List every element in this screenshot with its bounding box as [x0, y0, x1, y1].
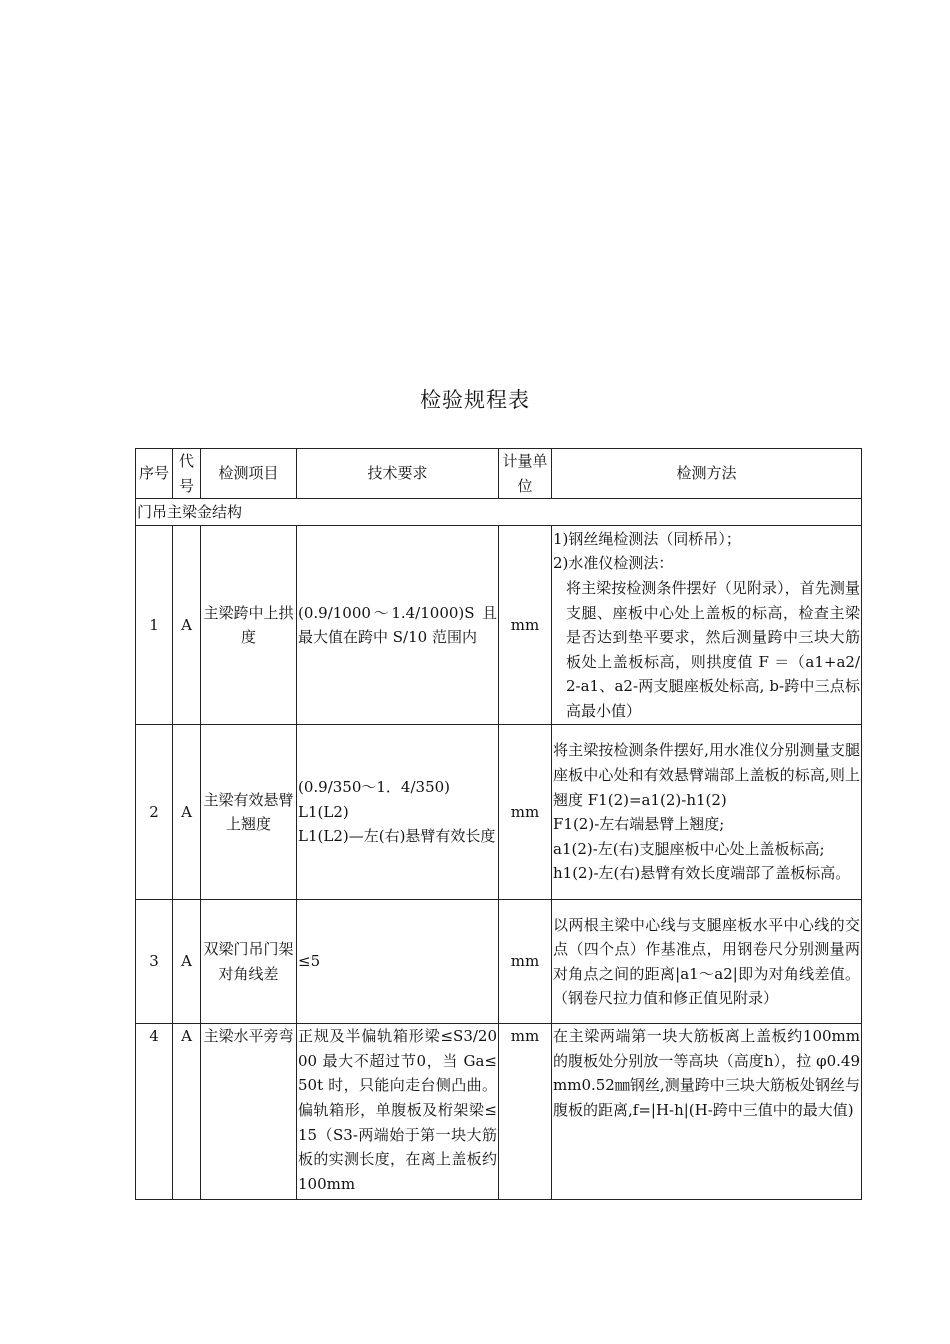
row-method — [552, 1024, 862, 1200]
table-row — [136, 725, 862, 900]
row-seq: 3 — [136, 900, 173, 1024]
method-line: 将主梁按检测条件摆好,用水准仪分别测量支腿座板中心处和有效悬臂端部上盖板的标高,则上翘度 F1(2)=a1(2)-h1(2) — [553, 741, 860, 809]
table-row — [136, 1024, 862, 1200]
row-code: A — [173, 1024, 201, 1200]
row-unit: mm — [499, 526, 552, 725]
header-code: 代号 — [173, 449, 201, 499]
table-row — [136, 526, 862, 725]
method-line: 以两根主梁中心线与支腿座板水平中心线的交点（四个点）作基准点，用钢卷尺分别测量两对角点之间的距离|a1～a2|即为对角线差值。（钢卷尺拉力值和修正值见附录） — [553, 915, 860, 1008]
header-seq: 序号 — [136, 449, 173, 499]
requirement-line: L1(L2) — [298, 802, 349, 821]
section-row — [136, 499, 862, 526]
row-method — [552, 900, 862, 1024]
method-line: 1)钢丝绳检测法（同桥吊）； — [553, 529, 741, 548]
page-title: 检验规程表 — [420, 388, 530, 412]
row-unit: mm — [499, 900, 552, 1024]
table-row — [136, 900, 862, 1024]
requirement-line: (0.9/350～1．4/350) — [298, 778, 451, 797]
row-item: 双梁门吊门架对角线差 — [201, 900, 297, 1024]
row-requirement — [297, 725, 499, 900]
method-line: 在主梁两端第一块大筋板离上盖板约100mm 的腹板处分别放一等高块（高度h），拉 φ0.49mm0.52㎜钢丝,测量跨中三块大筋板处钢丝与腹板的距离,f=|H-h|(H-跨中三值中的最大值) — [553, 1027, 860, 1119]
row-item: 主梁跨中上拱度 — [201, 526, 297, 725]
requirement-line: L1(L2)—左(右)悬臂有效长度 — [298, 827, 496, 846]
requirement-line: ≤5 — [298, 952, 321, 971]
row-code: A — [173, 725, 201, 900]
header-method: 检测方法 — [552, 449, 862, 499]
header-item: 检测项目 — [201, 449, 297, 499]
method-line: F1(2)-左右端悬臂上翘度; — [553, 815, 725, 834]
inspection-table — [135, 448, 862, 1200]
requirement-line: (0.9/1000～1.4/1000)S 且最大值在跨中 S/10 范围内 — [298, 603, 497, 647]
row-requirement — [297, 900, 499, 1024]
row-unit: mm — [499, 725, 552, 900]
row-code: A — [173, 526, 201, 725]
row-seq: 1 — [136, 526, 173, 725]
method-line: h1(2)-左(右)悬臂有效长度端部了盖板标高。 — [553, 864, 851, 883]
method-line: a1(2)-左(右)支腿座板中心处上盖板标高; — [553, 839, 825, 858]
header-requirement: 技术要求 — [297, 449, 499, 499]
row-seq: 4 — [136, 1024, 173, 1200]
row-requirement — [297, 526, 499, 725]
row-method — [552, 526, 862, 725]
method-line: 2)水准仪检测法： — [553, 554, 674, 573]
method-line: 将主梁按检测条件摆好（见附录），首先测量支腿、座板中心处上盖板的标高，检查主梁是否达到垫平要求，然后测量跨中三块大筋板处上盖板标高，则拱度值 F ＝（a1+a2/2-a1、a2-两支腿座板处标高, b-跨中三点标高最小值） — [566, 579, 860, 720]
row-item: 主梁水平旁弯 — [201, 1024, 297, 1200]
row-item: 主梁有效悬臂上翘度 — [201, 725, 297, 900]
header-row — [136, 449, 862, 499]
row-code: A — [173, 900, 201, 1024]
row-unit: mm — [499, 1024, 552, 1200]
row-requirement — [297, 1024, 499, 1200]
row-method — [552, 725, 862, 900]
requirement-line: 正规及半偏轨箱形梁≤S3/2000 最大不超过节0，当 Ga≤50t 时，只能向走台侧凸曲。偏轨箱形，单腹板及桁架梁≤15（S3-两端始于第一块大筋板的实测长度，在离上盖板约 100mm — [298, 1027, 497, 1193]
header-unit: 计量单位 — [499, 449, 552, 499]
section-title: 门吊主梁金结构 — [136, 499, 862, 526]
row-seq: 2 — [136, 725, 173, 900]
